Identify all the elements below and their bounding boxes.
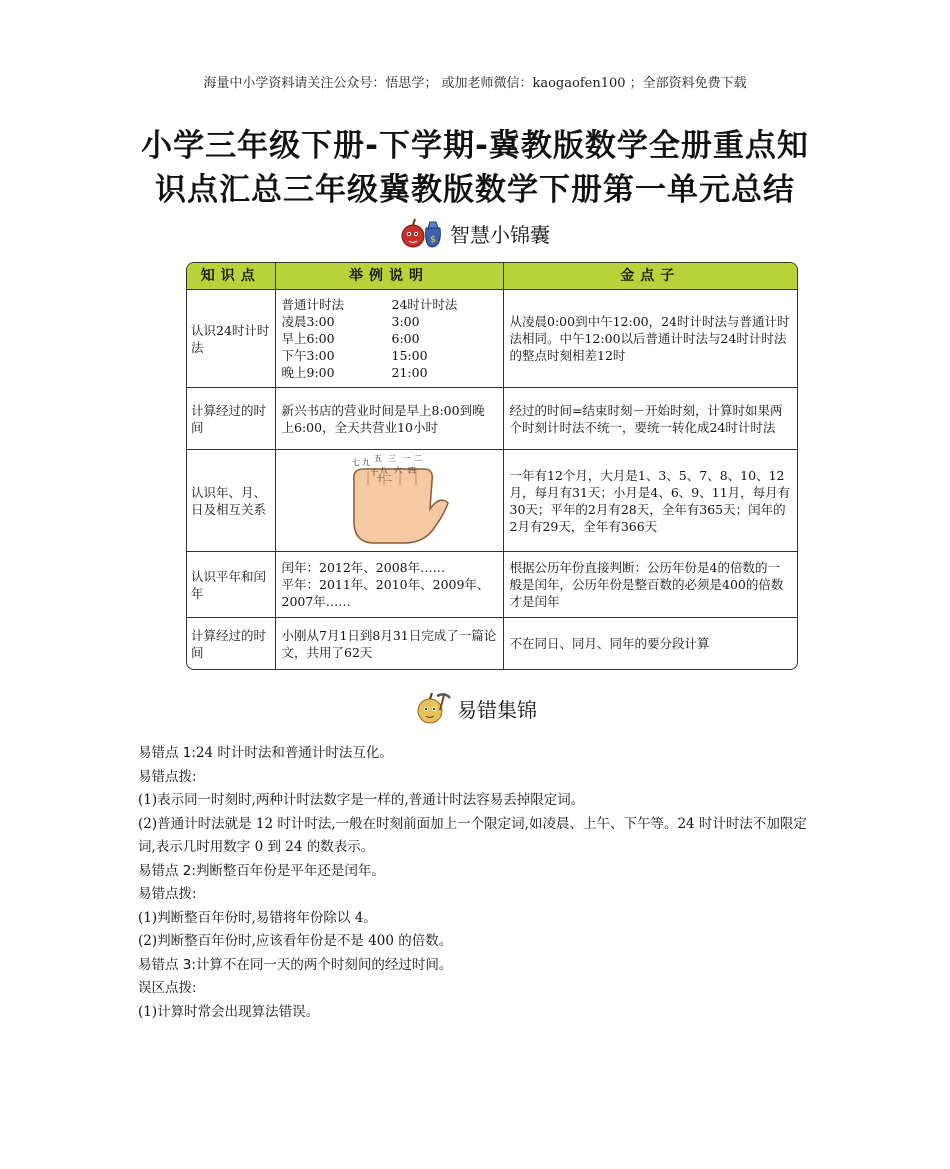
example-cell: 6:00 xyxy=(391,331,420,346)
errors-list xyxy=(138,742,814,1024)
hand-label: 七 xyxy=(352,457,360,467)
hand-label: 九 xyxy=(362,457,370,467)
section-errors-title: 易错集锦 xyxy=(457,697,537,722)
hint-label: 易错点拨: xyxy=(138,886,197,902)
example-cell: 普通计时法 xyxy=(281,297,345,312)
header-tip: 金点子 xyxy=(503,263,797,290)
hand-label: 三 xyxy=(388,453,396,463)
title-line-2: 识点汇总三年级冀教版数学下册第一单元总结 xyxy=(155,172,795,208)
example-common: 平年：2011年、2010年、2009年、2007年…… xyxy=(281,577,490,609)
error-point-3 xyxy=(138,954,814,978)
header-note: 海量中小学资料请关注公众号：悟思学； 或加老师微信：kaogaofen100 ；全部资料免费下载 xyxy=(203,76,747,91)
hint-label: 易错点拨: xyxy=(138,768,197,785)
hint-item: (2)判断整百年份时,应该看年份是不是 400 的倍数。 xyxy=(138,933,453,949)
hand-label: 二 xyxy=(384,473,392,483)
row-tip: 根据公历年份直接判断：公历年份是4的倍数的一般是闰年，公历年份是整百数的必须是400的倍数才是闰年 xyxy=(503,552,797,618)
row-topic: 认识年、月、日及相互关系 xyxy=(187,450,275,552)
hand-label: 四 xyxy=(408,465,416,475)
row-example xyxy=(275,290,503,388)
hand-label: 二 xyxy=(414,453,422,463)
row-topic: 计算经过的时间 xyxy=(187,388,275,450)
example-cell: 24时计时法 xyxy=(391,297,458,312)
section-wisdom-title: 智慧小锦囊 xyxy=(450,222,550,247)
row-tip: 一年有12个月，大月是1、3、5、7、8、10、12月，每月有31天；小月是4、6、9、11月，每月有30天；平年的2月有28天，全年有365天；闰年的2月有29天，全年有366天 xyxy=(503,450,797,552)
section-errors-header xyxy=(0,690,950,726)
knowledge-table xyxy=(186,262,798,670)
error-text: 判断整百年份是平年还是闰年。 xyxy=(195,862,385,879)
example-cell: 3:00 xyxy=(391,314,420,329)
error-label: 易错点 3: xyxy=(138,956,196,973)
example-cell: 下午3:00 xyxy=(281,348,335,363)
hint-item: (2)普通计时法就是 12 时计时法,一般在时刻前面加上一个限定词,如凌晨、上午、下午等。24 时计时法不加限定词,表示几时用数字 0 到 24 的数表示。 xyxy=(138,815,807,855)
row-example xyxy=(275,552,503,618)
table-row xyxy=(187,618,797,670)
example-cell: 晚上9:00 xyxy=(281,365,335,380)
knuckle-month-hand-icon xyxy=(324,451,454,547)
section-wisdom-header xyxy=(0,216,950,250)
title-line-1: 小学三年级下册-下学期-冀教版数学全册重点知 xyxy=(141,128,809,164)
table-row xyxy=(187,552,797,618)
error-text: 24 时计时法和普通计时法互化。 xyxy=(195,745,393,761)
row-tip: 从凌晨0:00到中午12:00，24时计时法与普通计时法相同。中午12:00以后普通计时法与24时计时法的整点时刻相差12时 xyxy=(503,290,797,388)
example-cell: 早上6:00 xyxy=(281,331,335,346)
row-topic: 计算经过的时间 xyxy=(187,618,275,670)
example-cell: 21:00 xyxy=(391,365,428,380)
example-cell: 凌晨3:00 xyxy=(281,314,335,329)
error-point-2 xyxy=(138,860,814,884)
table-row xyxy=(187,290,797,388)
example-cell: 15:00 xyxy=(391,348,428,363)
svg-text:$: $ xyxy=(430,235,436,245)
hand-label: 八 xyxy=(380,465,388,475)
example-leap: 闰年：2012年、2008年…… xyxy=(281,560,446,575)
header-example: 举例说明 xyxy=(275,263,503,290)
row-topic: 认识24时计时法 xyxy=(187,290,275,388)
hand-label: 十 xyxy=(370,467,378,477)
row-example: 新兴书店的营业时间是早上8:00到晚上6:00，全天共营业10小时 xyxy=(275,388,503,450)
hint-label: 误区点拨: xyxy=(138,980,197,996)
row-tip: 不在同日、同月、同年的要分段计算 xyxy=(509,636,710,652)
hand-label: 十 xyxy=(376,473,384,483)
hint-item: (1)计算时常会出现算法错误。 xyxy=(138,1003,320,1020)
hand-label: 一 xyxy=(402,453,410,463)
apple-bag-mascot-icon xyxy=(400,216,444,250)
table-row xyxy=(187,388,797,450)
hint-item: (1)判断整百年份时,易错将年份除以 4。 xyxy=(138,909,377,926)
table-row xyxy=(187,450,797,552)
page-title xyxy=(130,124,820,212)
row-tip: 经过的时间=结束时刻－开始时刻，计算时如果两个时刻计时法不统一，要统一转化成24时计时法 xyxy=(503,388,797,450)
row-example xyxy=(275,450,503,552)
hand-label: 六 xyxy=(394,465,402,475)
row-example: 小刚从7月1日到8月31日完成了一篇论文，共用了62天 xyxy=(275,618,503,670)
row-topic: 认识平年和闰年 xyxy=(187,552,275,618)
error-label: 易错点 2: xyxy=(138,862,196,879)
table-header-row xyxy=(187,263,797,290)
error-label: 易错点 1: xyxy=(138,745,196,761)
error-text: 计算不在同一天的两个时刻间的经过时间。 xyxy=(195,956,453,973)
apple-pickaxe-mascot-icon xyxy=(413,690,451,726)
header-topic: 知识点 xyxy=(187,263,275,290)
hand-label: 五 xyxy=(374,453,382,463)
hint-item: (1)表示同一时刻时,两种计时法数字是一样的,普通计时法容易丢掉限定词。 xyxy=(138,792,585,808)
error-point-1 xyxy=(138,742,814,766)
